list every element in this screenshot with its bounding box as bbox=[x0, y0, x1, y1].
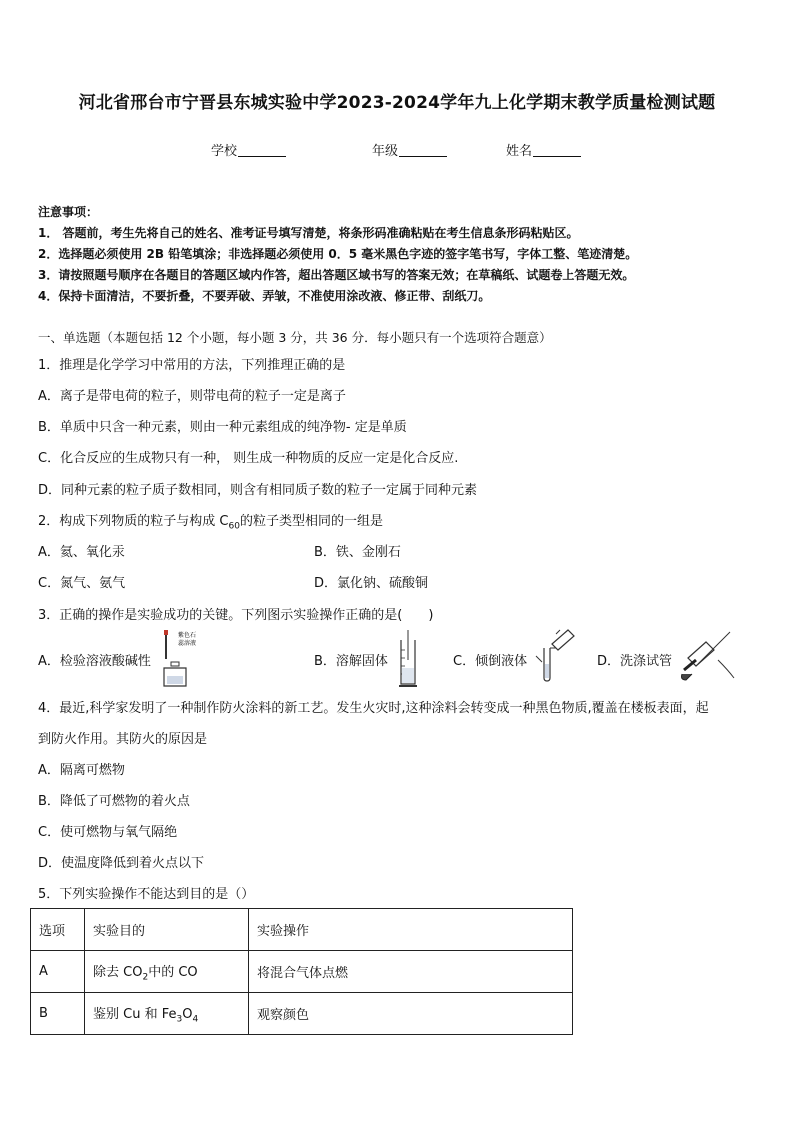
name-blank bbox=[533, 144, 581, 157]
pouring-liquid-illustration bbox=[530, 626, 576, 682]
q3-option-a: A．检验溶液酸碱性 bbox=[38, 654, 151, 669]
q2-stem: 2．构成下列物质的粒子与构成 $C_{60}$的粒子类型相同的一组是 bbox=[38, 514, 383, 532]
header-operation: 实验操作 bbox=[249, 909, 573, 951]
q1-option-a: A．离子是带电荷的粒子，则带电荷的粒子一定是离子 bbox=[38, 389, 346, 404]
q5-stem: 5．下列实验操作不能达到目的是（） bbox=[38, 887, 255, 902]
grade-blank bbox=[399, 144, 447, 157]
q3-stem: 3．正确的操作是实验成功的关键。下列图示实验操作正确的是( ) bbox=[38, 608, 434, 623]
name-field bbox=[506, 140, 581, 159]
q1-option-c: C．化合反应的生成物只有一种， 则生成一种物质的反应一定是化合反应. bbox=[38, 451, 459, 466]
q4-stem-line2: 到防火作用。其防火的原因是 bbox=[38, 732, 208, 747]
graduated-cylinder-illustration bbox=[397, 628, 419, 688]
q5-table bbox=[30, 908, 573, 1035]
school-blank bbox=[238, 144, 286, 157]
paper-label-2: 蕊溶液 bbox=[178, 640, 197, 647]
q1-option-b: B．单质中只含一种元素，则由一种元素组成的纯净物- 定是单质 bbox=[38, 420, 407, 435]
name-label: 姓名 bbox=[506, 144, 533, 159]
notice-item: 4．保持卡面清洁，不要折叠，不要弄破、弄皱，不准使用涂改液、修正带、刮纸刀。 bbox=[38, 289, 491, 303]
row-option: B bbox=[31, 993, 85, 1035]
row-option: A bbox=[31, 951, 85, 993]
section-heading: 一、单选题（本题包括 12 个小题，每小题 3 分，共 36 分．每小题只有一个选项符合题意） bbox=[38, 330, 552, 345]
paper-label-1: 紫色石 bbox=[178, 632, 197, 639]
test-tube-brush-illustration bbox=[678, 630, 738, 682]
table-row bbox=[31, 993, 573, 1035]
header-option: 选项 bbox=[31, 909, 85, 951]
table-row bbox=[31, 951, 573, 993]
school-field bbox=[211, 140, 286, 159]
dropper-litmus-illustration bbox=[158, 628, 202, 688]
row-operation: 将混合气体点燃 bbox=[249, 951, 573, 993]
grade-label: 年级 bbox=[372, 144, 399, 159]
q2-option-b: B．铁、金刚石 bbox=[314, 545, 401, 560]
row-goal: 除去 $CO_2$中的 CO bbox=[85, 951, 249, 993]
q3-option-b: B．溶解固体 bbox=[314, 654, 388, 669]
notice-item: 1． 答题前，考生先将自己的姓名、准考证号填写清楚，将条形码准确粘贴在考生信息条形码粘贴区。 bbox=[38, 226, 579, 240]
q4-option-c: C．使可燃物与氧气隔绝 bbox=[38, 825, 178, 840]
q4-option-d: D．使温度降低到着火点以下 bbox=[38, 856, 205, 871]
row-operation: 观察颜色 bbox=[249, 993, 573, 1035]
table-header-row bbox=[31, 909, 573, 951]
header-goal: 实验目的 bbox=[85, 909, 249, 951]
notice-item: 2．选择题必须使用 2B 铅笔填涂；非选择题必须使用 0．5 毫米黑色字迹的签字笔书写，字体工整、笔迹清楚。 bbox=[38, 247, 638, 261]
grade-field bbox=[372, 140, 447, 159]
q1-stem: 1．推理是化学学习中常用的方法，下列推理正确的是 bbox=[38, 358, 346, 373]
q2-option-d: D．氯化钠、硫酸铜 bbox=[314, 576, 429, 591]
q2-option-c: C．氮气、氨气 bbox=[38, 576, 126, 591]
notice-heading: 注意事项： bbox=[38, 205, 99, 219]
notice-item: 3．请按照题号顺序在各题目的答题区域内作答，超出答题区域书写的答案无效；在草稿纸、试题卷上答题无效。 bbox=[38, 268, 635, 282]
q3-option-c: C．倾倒液体 bbox=[453, 654, 528, 669]
q2-option-a: A．氦、氧化汞 bbox=[38, 545, 125, 560]
q1-option-d: D．同种元素的粒子质子数相同，则含有相同质子数的粒子一定属于同种元素 bbox=[38, 483, 478, 498]
row-goal: 鉴别 Cu 和 $Fe_3O_4$ bbox=[85, 993, 249, 1035]
school-label: 学校 bbox=[211, 144, 238, 159]
q4-option-b: B．降低了可燃物的着火点 bbox=[38, 794, 190, 809]
exam-title: 河北省邢台市宁晋县东城实验中学2023-2024学年九上化学期末教学质量检测试题 bbox=[78, 93, 716, 113]
q4-option-a: A．隔离可燃物 bbox=[38, 763, 125, 778]
q3-option-d: D．洗涤试管 bbox=[597, 654, 673, 669]
q4-stem-line1: 4．最近,科学家发明了一种制作防火涂料的新工艺。发生火灾时,这种涂料会转变成一种黑色物质,覆盖在楼板表面，起 bbox=[38, 701, 709, 716]
